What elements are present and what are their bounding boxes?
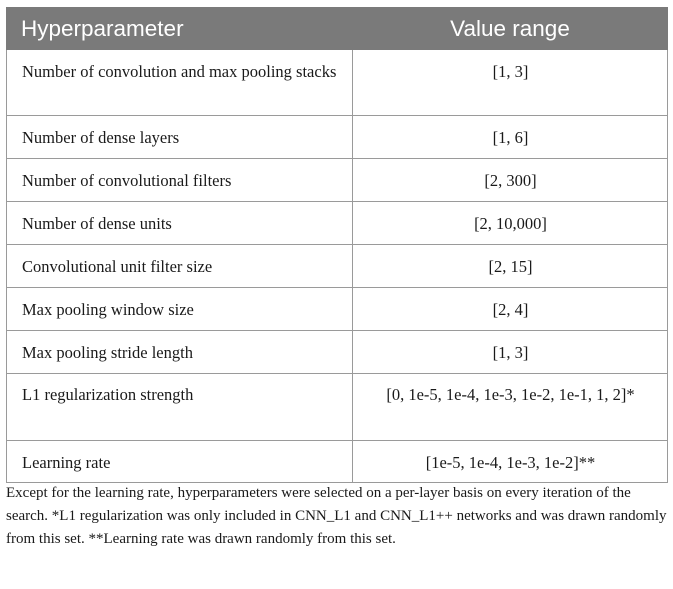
table-row: [7, 116, 668, 159]
hyperparameter-cell: Number of dense units: [7, 202, 353, 245]
table-row: [7, 50, 668, 116]
hyperparameter-cell: Learning rate: [7, 441, 353, 483]
table-row: [7, 331, 668, 374]
hyperparameter-table: [6, 7, 668, 483]
table-footnote: Except for the learning rate, hyperparameters were selected on a per-layer basis on every iteration of the search. *L1 regularization was only included in CNN_L1 and CNN_L1++ networks and was drawn randomly from this set. **Learning rate was drawn randomly from this set.: [6, 485, 667, 547]
header-row: [7, 8, 668, 50]
hyperparameter-cell: Max pooling stride length: [7, 331, 353, 374]
table-row: [7, 374, 668, 441]
value-range-cell: [1, 3]: [353, 50, 668, 116]
hyperparameter-cell: Number of convolution and max pooling stacks: [7, 50, 353, 116]
value-range-cell: [2, 300]: [353, 159, 668, 202]
table-body: [7, 50, 668, 483]
hyperparameter-cell: Convolutional unit filter size: [7, 245, 353, 288]
value-range-cell: [2, 15]: [353, 245, 668, 288]
value-range-cell: [1, 3]: [353, 331, 668, 374]
table-row: [7, 159, 668, 202]
value-range-cell: [0, 1e-5, 1e-4, 1e-3, 1e-2, 1e-1, 1, 2]*: [353, 374, 668, 441]
table-header: [7, 8, 668, 50]
hyperparameter-table-container: [6, 7, 667, 483]
hyperparameter-cell: Max pooling window size: [7, 288, 353, 331]
table-row: [7, 245, 668, 288]
value-range-cell: [2, 4]: [353, 288, 668, 331]
table-row: [7, 202, 668, 245]
header-value-range: Value range: [353, 8, 668, 50]
value-range-cell: [2, 10,000]: [353, 202, 668, 245]
value-range-cell: [1e-5, 1e-4, 1e-3, 1e-2]**: [353, 441, 668, 483]
hyperparameter-cell: L1 regularization strength: [7, 374, 353, 441]
hyperparameter-cell: Number of convolutional filters: [7, 159, 353, 202]
value-range-cell: [1, 6]: [353, 116, 668, 159]
table-row: [7, 288, 668, 331]
table-row: [7, 441, 668, 483]
hyperparameter-cell: Number of dense layers: [7, 116, 353, 159]
header-hyperparameter: Hyperparameter: [7, 8, 353, 50]
